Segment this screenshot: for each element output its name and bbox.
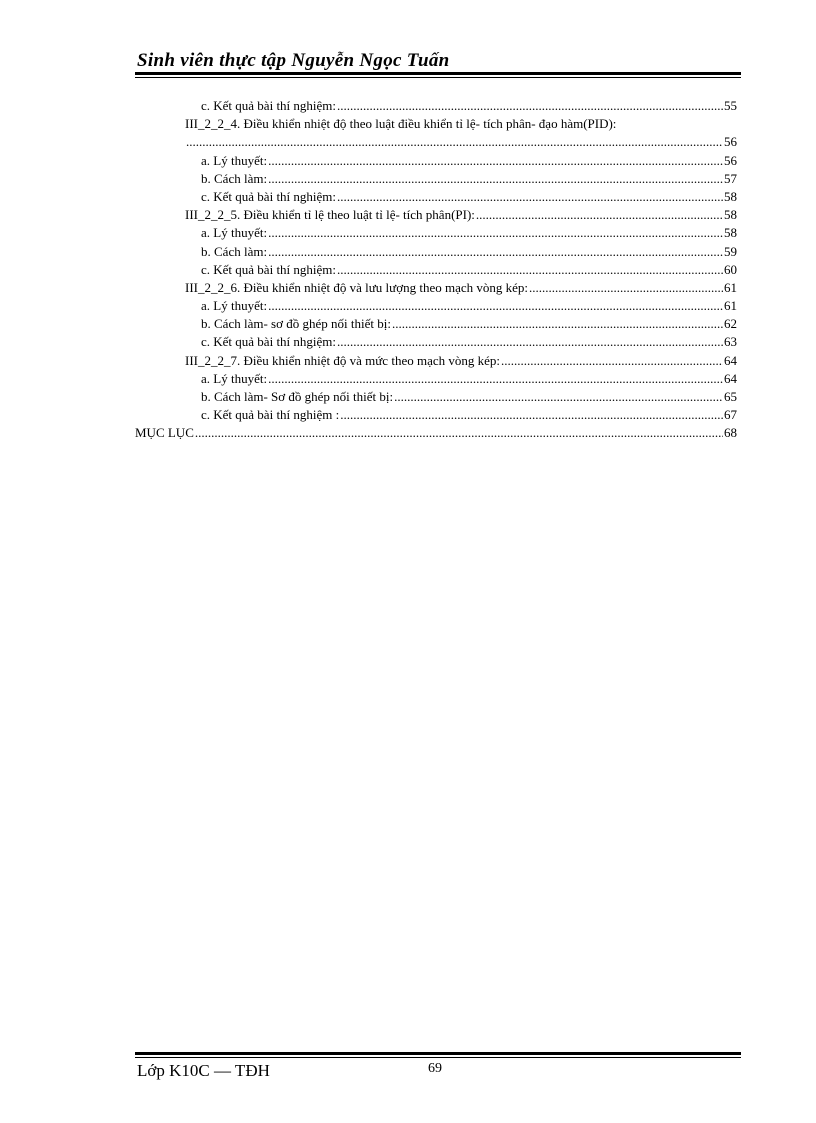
toc-entry-label: a. Lý thuyết: — [201, 370, 268, 386]
toc-dot-leader — [195, 424, 723, 442]
toc-entry-label: c. Kết quả bài thí nghiệm: — [201, 98, 337, 113]
page-header-title: Sinh viên thực tập Nguyễn Ngọc Tuấn — [137, 50, 450, 71]
toc-dot-leader — [268, 170, 723, 188]
toc-entry-label: a. Lý thuyết: — [201, 225, 268, 241]
toc-entry-label: c. Kết quả bài thí nhgiệm: — [201, 334, 337, 350]
toc-entry — [135, 388, 737, 406]
toc-entry-page: 64 — [724, 352, 737, 368]
toc-entry-label: a. Lý thuyết: — [201, 298, 268, 314]
toc-entry — [135, 115, 737, 133]
toc-entry-page: 67 — [724, 407, 737, 423]
toc-dot-leader — [337, 333, 723, 351]
toc-entry-label: c. Kết quả bài thí nghiệm: — [201, 188, 337, 204]
toc-entry — [135, 424, 737, 442]
toc-entry — [135, 133, 737, 151]
toc-entry — [135, 406, 737, 424]
toc-entry-page: 57 — [724, 170, 737, 186]
toc-dot-leader — [268, 224, 723, 242]
toc-entry — [135, 170, 737, 188]
toc-dot-leader — [186, 133, 723, 151]
toc-entry — [135, 352, 737, 370]
toc-entry-page: 58 — [724, 188, 737, 204]
toc-dot-leader — [394, 388, 723, 406]
toc-entry-page: 59 — [724, 243, 737, 259]
toc-dot-leader — [268, 243, 723, 261]
toc-entry — [135, 152, 737, 170]
toc-entry-page: 58 — [724, 225, 737, 241]
header-divider — [135, 72, 741, 75]
toc-entry-page: 61 — [724, 298, 737, 314]
toc-entry — [135, 206, 737, 224]
toc-entry — [135, 188, 737, 206]
toc-dot-leader — [268, 370, 723, 388]
toc-entry-page: 62 — [724, 316, 737, 332]
toc-entry-label: III_2_2_6. Điều khiển nhiệt độ và lưu lượng theo mạch vòng kép: — [185, 279, 529, 295]
footer-divider — [135, 1052, 741, 1055]
toc-entry-label: b. Cách làm: — [201, 243, 268, 259]
toc-entry-page: 60 — [724, 261, 737, 277]
toc-dot-leader — [392, 315, 723, 333]
toc-entry-label: III_2_2_4. Điều khiển nhiệt độ theo luật điều khiển tỉ lệ- tích phân- đạo hàm(PID): — [185, 116, 617, 132]
toc-entry-label: c. Kết quả bài thí nghiệm : — [201, 407, 340, 423]
toc-entry-page: 55 — [724, 98, 737, 113]
table-of-contents — [135, 97, 737, 443]
toc-dot-leader — [268, 297, 723, 315]
toc-entry-label: b. Cách làm: — [201, 170, 268, 186]
toc-entry — [135, 261, 737, 279]
toc-entry-label: MỤC LỤC — [135, 425, 194, 441]
toc-dot-leader — [340, 406, 723, 424]
footer-class-label: Lớp K10C — TĐH — [137, 1061, 270, 1080]
toc-dot-leader — [529, 279, 723, 297]
toc-entry — [135, 97, 737, 115]
toc-entry-label: b. Cách làm- Sơ đồ ghép nối thiết bị: — [201, 389, 394, 404]
toc-entry — [135, 224, 737, 242]
toc-entry — [135, 333, 737, 351]
toc-entry-page: 56 — [724, 152, 737, 168]
toc-dot-leader — [337, 188, 723, 206]
toc-entry — [135, 370, 737, 388]
footer-page-number: 69 — [428, 1061, 442, 1076]
toc-entry-label: a. Lý thuyết: — [201, 152, 268, 168]
toc-entry-page: 63 — [724, 334, 737, 350]
toc-entry-page: 64 — [724, 370, 737, 386]
toc-entry-label: c. Kết quả bài thí nghiệm: — [201, 261, 337, 277]
toc-entry — [135, 297, 737, 315]
toc-entry — [135, 315, 737, 333]
toc-dot-leader — [476, 206, 723, 224]
toc-dot-leader — [337, 261, 723, 279]
toc-dot-leader — [501, 352, 723, 370]
toc-entry — [135, 243, 737, 261]
toc-entry — [135, 279, 737, 297]
toc-entry-page: 61 — [724, 279, 737, 295]
toc-entry-page: 58 — [724, 207, 737, 223]
toc-entry-label: III_2_2_5. Điều khiển tỉ lệ theo luật tỉ lệ- tích phân(PI): — [185, 207, 475, 223]
toc-entry-page: 56 — [724, 134, 737, 150]
toc-dot-leader — [268, 152, 723, 170]
toc-dot-leader — [337, 97, 723, 115]
toc-entry-page: 65 — [724, 389, 737, 404]
toc-entry-page: 68 — [724, 425, 737, 441]
toc-entry-label: b. Cách làm- sơ đồ ghép nối thiết bị: — [201, 316, 391, 332]
toc-entry-label: III_2_2_7. Điều khiển nhiệt độ và mức theo mạch vòng kép: — [185, 352, 500, 368]
